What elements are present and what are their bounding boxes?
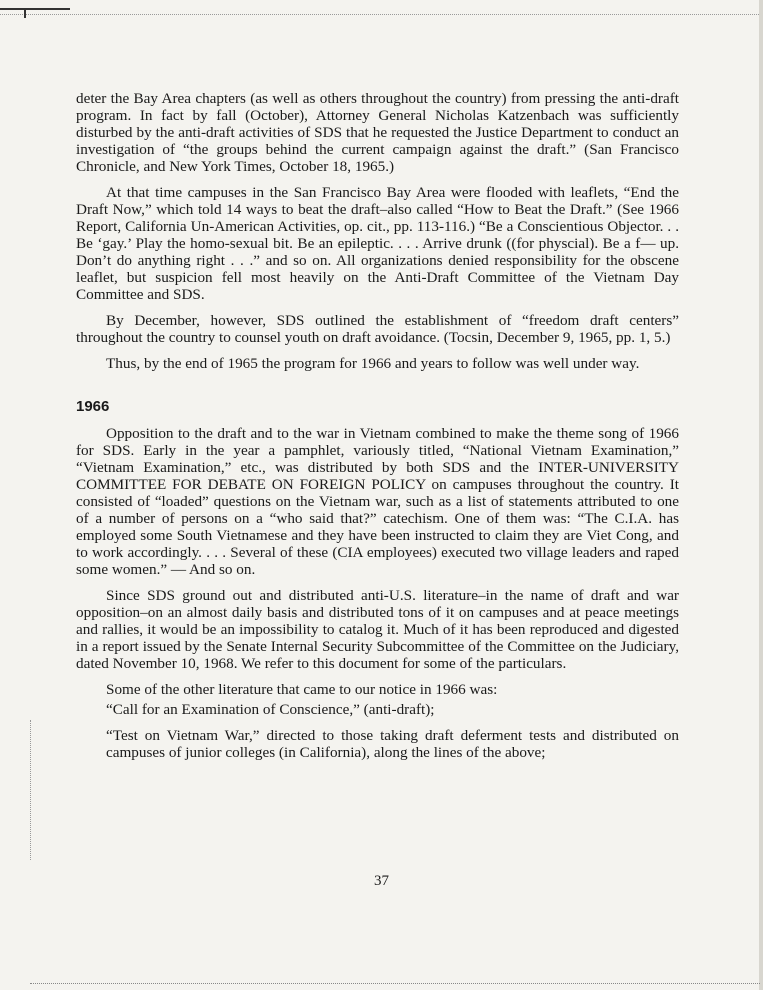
paragraph: At that time campuses in the San Francisco Bay Area were flooded with leaflets, “End the Draft Now,” which told 14 ways to beat the draft–also called “How to Beat the Draft.” (See 1966 Report, California Un-American Activities, op. cit., pp. 113-116.) “Be a Conscientious Objector. . . Be ‘gay.’ Play the homo-sexual bit. Be an epileptic. . . . Arrive drunk ((for physcial). Be a f— up. Don’t do anything right . . .” and so on. All organizations denied responsibility for the obscene leaflet, but suspicion fell most heavily on the Anti-Draft Committee of the Vietnam Day Committee and SDS. [76,184,679,303]
corner-mark [0,8,70,10]
page-number: 37 [374,873,389,889]
paragraph: Since SDS ground out and distributed anti-U.S. literature–in the name of draft and war opposition–on an almost daily basis and distributed tons of it on campuses and at peace meetings and rallies, it would be an impossibility to catalog it. Much of it has been reproduced and digested in a report issued by the Senate Internal Security Subcommittee of the Committee on the Judiciary, dated November 10, 1968. We refer to this document for some of the particulars. [76,587,679,672]
literature-item: “Test on Vietnam War,” directed to those taking draft deferment tests and distributed on campuses of junior colleges (in California), along the lines of the above; [106,727,679,761]
section-heading: 1966 [76,398,110,415]
scan-bottom-edge [30,983,760,984]
literature-item: “Call for an Examination of Conscience,” (anti-draft); [106,701,435,718]
paragraph: Thus, by the end of 1965 the program for 1966 and years to follow was well under way. [106,355,640,372]
paragraph: deter the Bay Area chapters (as well as others throughout the country) from pressing the anti-draft program. In fact by fall (October), Attorney General Nicholas Katzenbach was sufficiently disturbed by the anti-draft activities of SDS that he requested the Justice Department to conduct an investigation of “the groups behind the current campaign against the draft.” (San Francisco Chronicle, and New York Times, October 18, 1965.) [76,90,679,175]
paragraph: Opposition to the draft and to the war in Vietnam combined to make the theme song of 1966 for SDS. Early in the year a pamphlet, variously titled, “National Vietnam Examination,” “Vietnam Examination,” etc., was distributed by both SDS and the INTER-UNIVERSITY COMMITTEE FOR DEBATE ON FOREIGN POLICY on campuses throughout the country. It consisted of “loaded” questions on the Vietnam war, such as a list of statements attributed to one of a number of persons on a “who said that?” catechism. One of them was: “The C.I.A. has employed some South Vietnamese and they have been instructed to claim they are Viet Cong, and to work accordingly. . . . Several of these (CIA employees) executed two village leaders and raped some women.” — And so on. [76,425,679,578]
margin-marks [30,720,33,860]
scan-right-edge [759,0,763,990]
scan-top-edge [0,0,763,15]
literature-intro: Some of the other literature that came to our notice in 1966 was: [106,681,498,698]
paragraph: By December, however, SDS outlined the establishment of “freedom draft centers” throughout the country to counsel youth on draft avoidance. (Tocsin, December 9, 1965, pp. 1, 5.) [76,312,679,346]
page-body [76,90,679,770]
